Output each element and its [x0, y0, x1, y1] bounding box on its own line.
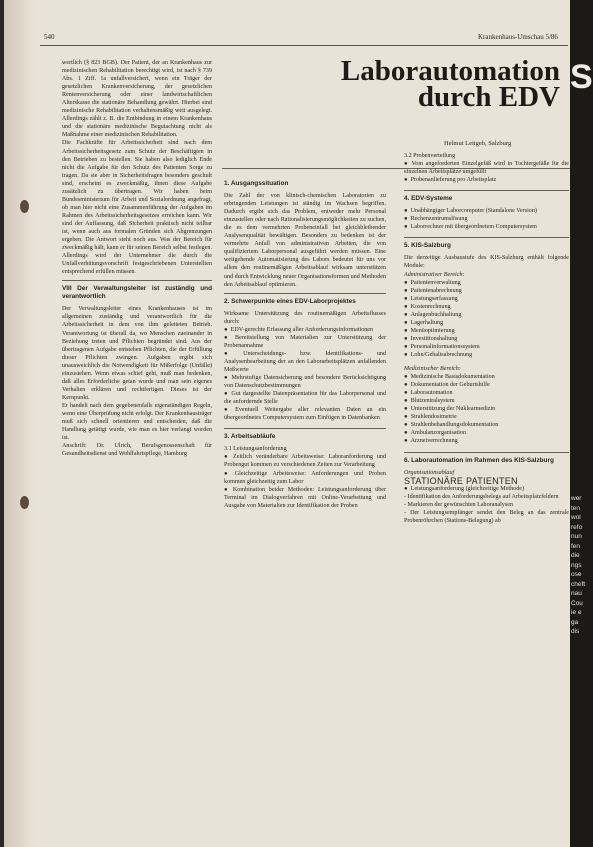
- list-item: ● Ambulanzorganisation: [404, 429, 569, 437]
- text-fragment: ga: [571, 618, 579, 626]
- list-item: ● Strahlendosimetrie: [404, 413, 569, 421]
- list-item: ● Personalinformationssystem: [404, 343, 569, 351]
- list-item: ● Mehrstufige Datensicherung und besondere Berücksichtigung von Datenschutzbestimmungen: [224, 374, 386, 390]
- subsection-heading: 3.2 Probenverteilung: [404, 153, 456, 159]
- divider: [62, 280, 212, 281]
- text-fragment: ie e: [571, 609, 582, 616]
- section-heading: 3. Arbeitsabläufe: [224, 433, 276, 441]
- text-fragment: cheft: [571, 580, 586, 588]
- text-fragment: ngs: [571, 561, 582, 569]
- text-fragment: nau: [571, 590, 582, 597]
- list-item: ● Kostenrechnung: [404, 303, 569, 311]
- text-fragment: die: [571, 552, 580, 559]
- text-fragment: refo: [571, 523, 583, 531]
- section-heading: 6. Laborautomation im Rahmen des KIS-Salzburg: [404, 456, 554, 464]
- adjacent-page-initial: S: [570, 58, 593, 96]
- text-fragment: ose: [571, 571, 582, 578]
- text-fragment: fen: [571, 542, 581, 550]
- list-item: ● Kombination beider Methoden: Leistungsanforderung über Terminal im Dialogverfahren mit Online-Verarbeitung und Ausgabe von Materialien zur Identifikation der Proben: [224, 486, 386, 510]
- divider: [404, 237, 569, 238]
- title-line: Laborautomation: [340, 55, 560, 87]
- article-title: [340, 55, 560, 113]
- paragraph: Wirksame Unterstützung des routinemäßigen Arbeitsflusses durch:: [224, 310, 386, 325]
- list-item: ● Unterscheidungs- bzw. Identifikations- und Analysenbearbeitung der an den Laborarbeitsplätzen anfallenden Meßwerte: [224, 350, 386, 374]
- list-item: ● Gut dargestellte Datenpräsentation für das Laborpersonal und die anfordernde Stelle: [224, 390, 386, 406]
- section-heading: 2. Schwerpunkte eines EDV-Laborprojektes: [224, 297, 356, 305]
- category-label: Organisationsablauf: [404, 469, 455, 476]
- divider: [224, 293, 386, 294]
- list-item: ● Strahlenbehandlungsdokumentation: [404, 421, 569, 429]
- paragraph: Er handelt nach dem gegebenenfalls eigenständigen Regeln, wenn eine Überprüfung nicht erfolgt. Der Krankenhausträger muß sich schnell orientieren und entscheiden, daß die Handlung getätigt wurde, wie man es hier verlangt worden ist.: [62, 402, 212, 442]
- text-fragment: Cou: [571, 599, 583, 607]
- bullet-list: [404, 373, 569, 445]
- list-item: ● Rechenzentrumslösung: [404, 215, 569, 223]
- title-line: durch EDV: [417, 81, 560, 113]
- paragraph: ● Leistungsanforderung (gleichzeitige Methode): [404, 485, 569, 493]
- section-heading: 1. Ausgangssituation: [224, 180, 289, 187]
- text-fragment: wer: [571, 495, 582, 502]
- divider: [224, 428, 386, 429]
- list-item: - Markieren der gewünschten Laboranalysen: [404, 501, 513, 508]
- page-number: 540: [44, 33, 55, 41]
- list-item: ● Unabhängiger Laborcomputer (Standalone Version): [404, 207, 569, 215]
- list-item: - Identifikation des Anforderungsbelegs auf Arbeitsplatzfeldern: [404, 493, 559, 500]
- text-fragment: wol: [571, 514, 581, 521]
- paragraph: Die Zahl der von klinisch-chemischen Laboratorien zu erbringenden Leistungen ist ständig im Wachsen begriffen. Dadurch ergibt sich das Problem, entweder mehr Personal einzustellen oder nach Rationalisierungsmöglichkeiten zu suchen, die es dem vermehrten Probeneinfall bei gleichbleibender Analysenqualität bewältigen. Besonders zu bedenken ist der vermehrte Anfall von administrativen Arbeiten, die von qualifiziertem Laborpersonal ausgeführt werden müssen. Eine weitgehende Automatisierung des Labors bedeutet für uns vor allem den routinemäßigen Arbeitsablauf wirksam unterstützen und durch Entwicklung neuer Organisationsformen und Methoden den Arbeitsablauf optimieren.: [224, 193, 387, 288]
- list-item: ● Anlagenbuchhaltung: [404, 311, 569, 319]
- list-item: ● Bereitstellung von Materialien zur Unterstützung der Probenannahme: [224, 334, 386, 350]
- right-column: [404, 152, 569, 525]
- section-heading: VIII Der Verwaltungsleiter ist zuständig und verantwortlich: [62, 285, 212, 301]
- list-item: ● Vom angeforderten Einzelgefäß wird in Tochtergefäße für die einzelnen Arbeitsplätze umgefüllt: [404, 160, 569, 176]
- paragraph: Die derzeitige Ausbaustufe des KIS-Salzburg enthält folgende Module:: [404, 255, 569, 270]
- footnote: Anschrift: Dr. Ulrich, Berufsgenossenschaft für Gesundheitsdienst und Wohlfahrtspflege, Hamburg: [62, 443, 212, 458]
- journal-name: Krankenhaus-Umschau 5/86: [478, 33, 558, 41]
- list-item: ● Lagerhaltung: [404, 319, 569, 327]
- list-item: ● Patientenabrechnung: [404, 287, 569, 295]
- header-rule: [40, 45, 568, 46]
- bullet-list: [224, 453, 386, 509]
- section-heading: 4. EDV-Systeme: [404, 195, 453, 203]
- list-item: ● Menüoptimierung: [404, 327, 569, 335]
- list-item: ● Leistungserfassung: [404, 295, 569, 303]
- list-item: ● Gleichzeitige Arbeitsweise: Anforderungen und Proben kommen gleichzeitig zum Labor: [224, 470, 386, 486]
- subsection-heading: 3.1 Leistungsanforderung: [224, 446, 287, 453]
- list-item: ● Blutzentralsystem: [404, 397, 569, 405]
- list-item: ● Unterstützung der Nuklearmedizin: [404, 405, 569, 413]
- subheading: STATIONÄRE PATIENTEN: [404, 475, 518, 486]
- section-heading: 5. KIS-Salzburg: [404, 242, 451, 250]
- list-item: ● Zeitlich veränderbare Arbeitsweise: Laboranforderung und Probengut kommen zu verschiedenen Zeiten zur Verarbeitung: [224, 453, 386, 469]
- page-binding: [4, 0, 34, 847]
- bullet-list: [224, 326, 386, 423]
- adjacent-page-edge: [570, 0, 593, 847]
- text-fragment: ten: [571, 504, 581, 512]
- list-item: ● Medizinische Basisdokumentation: [404, 373, 569, 381]
- bullet-list: [404, 207, 569, 231]
- paragraph: Der Verwaltungsleiter eines Krankenhauses ist im allgemeinen zuständig und verantwortlich für die Arbeitssicherheit in dem von ihm geleiteten Betrieb. Verantwortung ist überall da, wo Menschen zueinander in Beziehung treten und Pflichten begründet sind. Aus der übertragenen Aufgabe entstehen Pflichten, die der Erfüllung dieser Pflichten zwingen. Aufgaben ergibt sich unausweichlich die Notwendigkeit für Mißerfolge (Unfälle) einzustehen. Wenn etwas schief geht, muß man bedenken, daß alles Erforderliche getan wurde und man sein eigenes Verhalten erklären und rechtfertigen. Dieses ist der Kernpunkt.: [62, 306, 212, 401]
- bullet-list: [404, 160, 569, 184]
- list-item: ● Investitionshaltung: [404, 335, 569, 343]
- divider: [404, 190, 569, 191]
- list-item: ● Eventuell Weitergabe aller relevanten Daten an ein übergeordnetes Computersystem zum Einfügen in Datenbanken: [224, 406, 386, 422]
- left-column: [62, 59, 212, 458]
- punch-hole: [20, 496, 29, 509]
- list-item: ● Laborautomation: [404, 389, 569, 397]
- author: Helmut Leitgeb, Salzburg: [444, 140, 512, 147]
- list-item: ● Lohn/Gehaltsabrechnung: [404, 351, 569, 359]
- paragraph: wertlich (§ 823 BGB). Der Patient, der an Krankenhaus zur medizinischen Rehabilitation berechtigt wird, ist nach § 739 Abs. 1 Ziff. 1a unfallversichert, wenn ein Träger der gesetzlichen Krankenversicherung, der gesetzlichen Rentenversicherung oder einer landwirtschaftlichen Alterskasse die stationäre Behandlung gewährt. Hierbei sind medizinische Rehabilitation verhaltensmäßig weit ausgelegt. Allerdings zählt z. B. die Entbindung in einem Krankenhaus und die stationäre medizinische Begutachtung nicht als Maßnahme einer medizinischen Rehabilitation.: [62, 60, 212, 139]
- paragraph: Die Fachkräfte für Arbeitssicherheit sind nach dem Arbeitssicherheitsgesetz zum Schutz der Beschäftigten in den Betrieben zu bestellen. Sie haben also lediglich Ende nicht die Aufgabe für den Schutz des Patienten Sorge zu tragen. Da sie aber in Sicherheitsfragen besonders geschult sind, erscheint es zweckmäßig, ihnen diese Aufgabe zusätzlich zu übertragen. Wir haben beim Bundesministerium für Arbeit und Sozialordnung angefragt, ob man hier nicht eine Zusammenführung der Aufgaben im Rahmen des Arbeitssicherheitsgesetzes erreichen kann. Wir sind der Auffassung, daß Sicherheit praktisch nicht teilbar ist, wenn auch aus formalen Gründen sich Abgrenzungen ergeben. Die Antwort steht noch aus. Was der Bereich für zweckmäßig hält, kann er für seinen Bereich selbst festlegen. Allerdings wird der Unternehmer die durch die Unfallverhütungsvorschrift festgeschriebenen Unterstellten entsprechend erfüllen müssen.: [62, 140, 212, 276]
- text-fragment: nun: [571, 533, 582, 540]
- list-item: - Der Leistungsempfänger sendet den Beleg an das zentrale Probenröhrchen (Stations-Belegung) ab: [404, 509, 569, 524]
- list-item: ● Patientenverwaltung: [404, 279, 569, 287]
- category-label: Medizinischer Bereich:: [404, 366, 461, 373]
- list-item: ● EDV-gerechte Erfassung aller Anforderungsinformationen: [224, 326, 386, 334]
- magazine-page: [4, 0, 570, 847]
- list-item: ● Probenanlieferung pro Arbeitsplatz: [404, 176, 569, 184]
- list-item: ● Arzneiverrechnung: [404, 437, 569, 445]
- text-fragment: dis: [571, 628, 580, 635]
- punch-hole: [20, 200, 29, 213]
- dash-list: [404, 493, 569, 525]
- list-item: ● Laborrechner mit übergeordnetem Computersystem: [404, 223, 569, 231]
- middle-column: [224, 180, 386, 510]
- list-item: ● Dokumentation der Geburtshilfe: [404, 381, 569, 389]
- category-label: Administrativer Bereich:: [404, 271, 465, 278]
- divider: [404, 452, 569, 453]
- bullet-list: [404, 279, 569, 359]
